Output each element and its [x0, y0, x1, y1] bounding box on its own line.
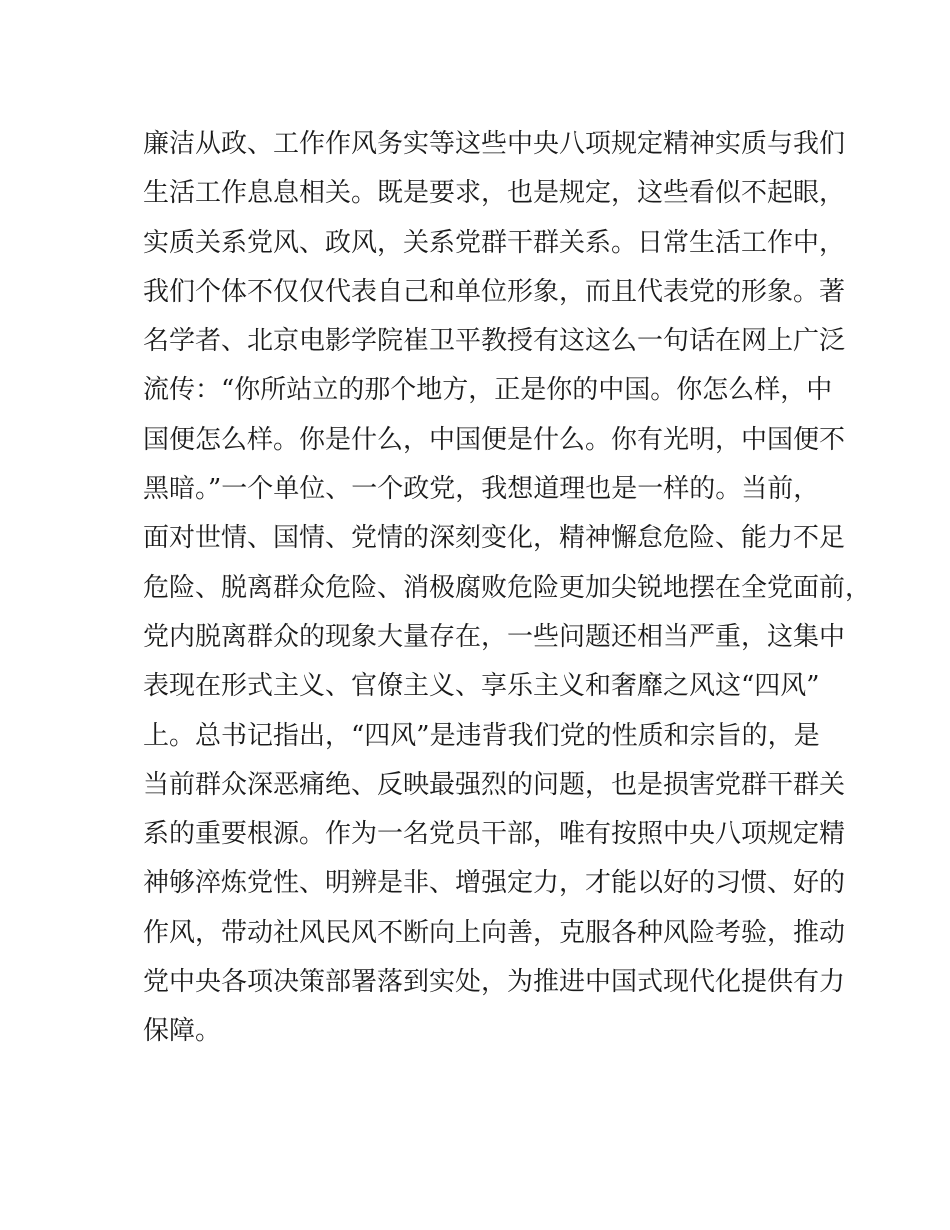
text-line: 黑暗。”一个单位、一个政党，我想道理也是一样的。当前， [143, 474, 820, 505]
text-line: 表现在形式主义、官僚主义、享乐主义和奢靡之风这“四风” [143, 671, 820, 702]
text-line: 当前群众深恶痛绝、反映最强烈的问题，也是损害党群干群关 [143, 769, 846, 800]
text-line: 危险、脱离群众危险、消极腐败危险更加尖锐地摆在全党面前， [143, 572, 872, 603]
body-paragraph [143, 120, 872, 1057]
text-line: 党内脱离群众的现象大量存在，一些问题还相当严重，这集中 [143, 621, 846, 652]
text-line: 名学者、北京电影学院崔卫平教授有这这么一句话在网上广泛 [143, 326, 846, 357]
text-line: 作风，带动社风民风不断向上向善，克服各种风险考验，推动 [143, 917, 846, 948]
text-line: 流传：“你所站立的那个地方，正是你的中国。你怎么样，中 [143, 375, 833, 406]
text-line: 党中央各项决策部署落到实处，为推进中国式现代化提供有力 [143, 967, 846, 998]
text-line: 保障。 [143, 1016, 222, 1047]
text-line: 面对世情、国情、党情的深刻变化，精神懈怠危险、能力不足 [143, 523, 846, 554]
text-line: 上。总书记指出，“四风”是违背我们党的性质和宗旨的，是 [143, 720, 820, 751]
text-line: 生活工作息息相关。既是要求，也是规定，这些看似不起眼， [143, 178, 846, 209]
text-line: 我们个体不仅仅代表自己和单位形象，而且代表党的形象。著 [143, 276, 846, 307]
text-line: 系的重要根源。作为一名党员干部，唯有按照中央八项规定精 [143, 819, 846, 850]
text-line: 国便怎么样。你是什么，中国便是什么。你有光明，中国便不 [143, 424, 846, 455]
text-line: 实质关系党风、政风，关系党群干群关系。日常生活工作中， [143, 227, 846, 258]
text-line: 神够淬炼党性、明辨是非、增强定力，才能以好的习惯、好的 [143, 868, 846, 899]
text-line: 廉洁从政、工作作风务实等这些中央八项规定精神实质与我们 [143, 129, 846, 159]
